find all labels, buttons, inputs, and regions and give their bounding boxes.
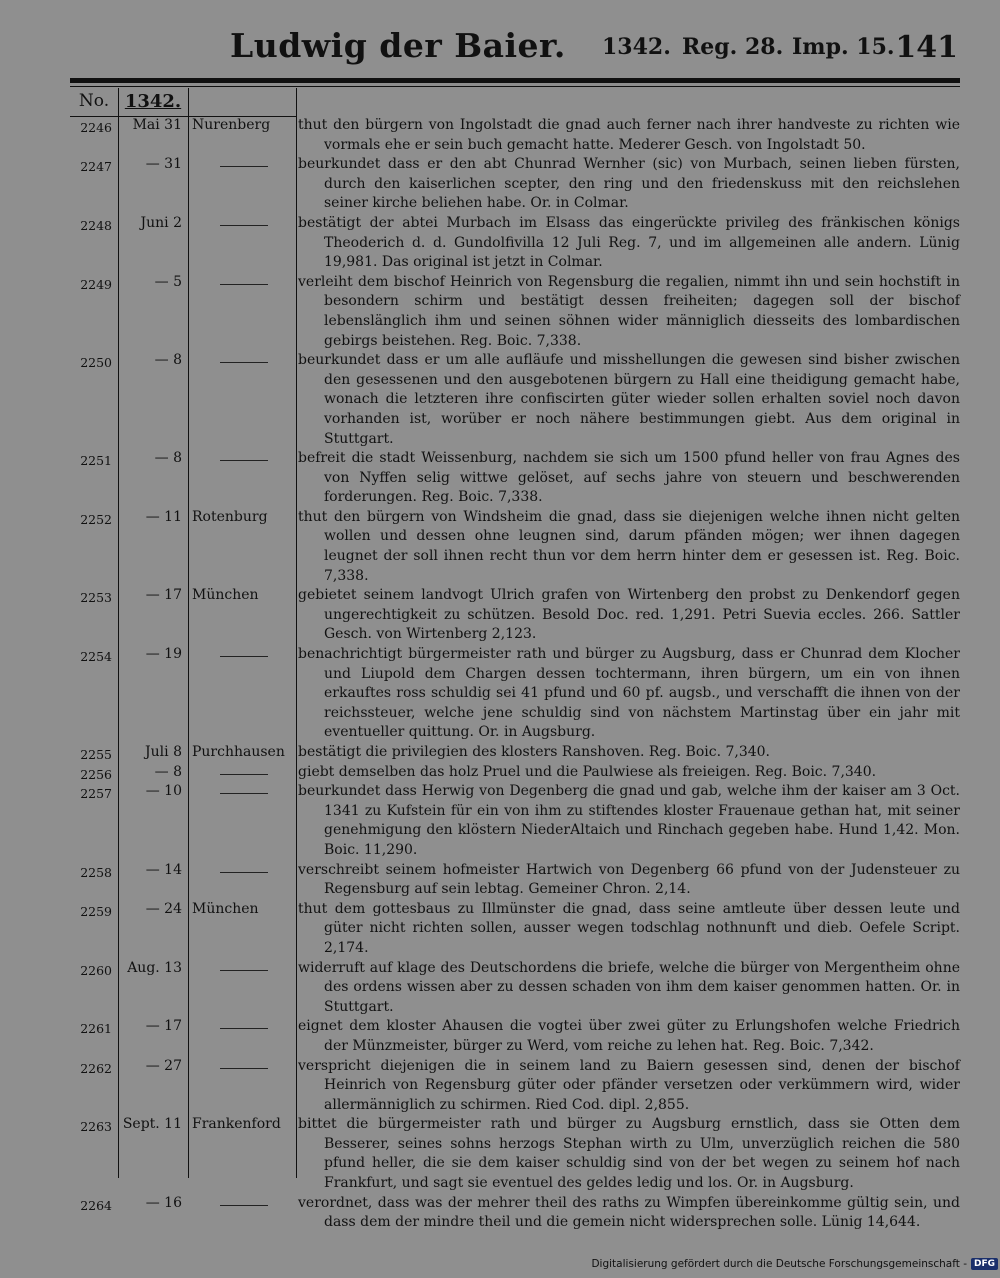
entry-text: bestätigt die privilegien des klosters Ranshoven. Reg. Boic. 7,340. (298, 744, 771, 760)
register-entry (70, 586, 960, 645)
page-header (70, 22, 958, 78)
table-header (70, 88, 960, 116)
running-year: 1342. (602, 34, 671, 60)
ditto-dash (220, 774, 268, 775)
entry-text: eignet dem kloster Ahausen die vogtei über zwei güter zu Erlungshofen welche Friedrich der Münzmeister, bürger zu Werd, vom reiche zu lehen hat. Reg. Boic. 7,342. (298, 1018, 960, 1054)
entry-place: München (192, 587, 259, 604)
dfg-logo-icon: DFG (971, 1258, 998, 1270)
running-title: Ludwig der Baier. (230, 26, 566, 65)
ditto-dash (220, 1028, 268, 1029)
entry-text: beurkundet dass Herwig von Degenberg die gnad und gab, welche ihm der kaiser am 3 Oct. 1341 zu Kufstein für ein von ihm zu stiftendes kloster Frauenaue gethan hat, mit seiner genehmigung den klöstern NiederAltaich und Rinchach gegeben habe. Hund 1,42. Mon. Boic. 11,290. (298, 783, 960, 858)
entry-place: München (192, 900, 259, 917)
ditto-dash (220, 460, 268, 461)
entry-date: — 11 (145, 508, 182, 525)
entry-number: 2260 (80, 962, 112, 978)
entry-date: — 8 (154, 763, 182, 780)
register-entry (70, 1194, 960, 1233)
entry-number: 2253 (80, 590, 112, 606)
entry-number: 2261 (80, 1021, 112, 1037)
entry-number: 2257 (80, 786, 112, 802)
ditto-dash (220, 1068, 268, 1069)
ditto-dash (220, 872, 268, 873)
footer-credit (591, 1258, 998, 1270)
entry-date: — 5 (154, 273, 182, 290)
header-rule-thin (70, 86, 960, 87)
entry-text: verschreibt seinem hofmeister Hartwich von Degenberg 66 pfund von der Judensteuer zu Regensburg auf sein lebtag. Gemeiner Chron. 2,14. (298, 861, 960, 898)
entry-number: 2259 (80, 903, 112, 919)
entry-date: — 14 (145, 861, 182, 878)
entry-date: — 16 (145, 1194, 182, 1211)
entry-number: 2248 (80, 217, 112, 233)
ditto-dash (220, 1205, 268, 1206)
entry-date: Juli 8 (145, 744, 182, 760)
ditto-dash (220, 362, 268, 363)
register-entry (70, 155, 960, 214)
entry-text: thut den bürgern von Windsheim die gnad, dass sie diejenigen welche ihnen nicht gelten wollen und dessen ohne leugnen sind, darum pfänden mögen; wer ihnen dagegen leugnet der soll ihnen recht thun vor dem herrn hinter dem er gesessen ist. Reg. Boic. 7,338. (298, 508, 960, 584)
register-entry (70, 782, 960, 860)
entry-number: 2254 (80, 649, 112, 665)
header-rule (70, 78, 960, 83)
entry-text: giebt demselben das holz Pruel und die Paulwiese als freieigen. Reg. Boic. 7,340. (298, 763, 877, 780)
column-header-number: No. (78, 91, 110, 111)
running-imp: Imp. 15. (792, 34, 895, 60)
register-entry (70, 763, 960, 783)
entry-date: — 17 (145, 1018, 182, 1035)
entry-number: 2249 (80, 276, 112, 292)
entry-text: beurkundet dass er den abt Chunrad Wernher (sic) von Murbach, seinen lieben fürsten, durch den kaiserlichen scepter, den ring und den friedenskuss mit den reichslehen seiner kirche beliehen habe. Or. in Colmar. (298, 156, 960, 212)
entry-date: Mai 31 (132, 117, 182, 133)
entry-number: 2264 (80, 1197, 112, 1213)
entry-place: Rotenburg (192, 508, 268, 525)
register-entry (70, 861, 960, 900)
entry-date: Aug. 13 (127, 959, 182, 976)
entry-number: 2252 (80, 511, 112, 527)
entry-text: thut den bürgern von Ingolstadt die gnad auch ferner nach ihrer handveste zu richten wie vormals ehe er sein buch gemacht hatte. Mederer Gesch. von Ingolstadt 50. (298, 117, 960, 153)
entry-text: thut dem gottesbaus zu Illmünster die gnad, dass seine amtleute über dessen leute und güter nicht richten sollen, ausser wegen todschlag nothnunft und dieb. Oefele Script. 2,174. (298, 900, 960, 956)
entry-date: — 10 (145, 783, 182, 800)
register-entry (70, 1017, 960, 1056)
entry-date: Juni 2 (140, 214, 182, 231)
register-entry (70, 959, 960, 1018)
entry-number: 2262 (80, 1060, 112, 1076)
entry-place: Frankenford (192, 1116, 281, 1133)
entry-text: verspricht diejenigen die in seinem land zu Baiern gesessen sind, denen der bischof Heinrich von Regensburg güter oder pfänder versetzen oder verkümmern wird, wider allermänniglich zu schirmen. Ried Cod. dipl. 2,855. (298, 1057, 960, 1113)
entry-date: Sept. 11 (122, 1116, 182, 1133)
running-reg: Reg. 28. (682, 34, 784, 60)
register-entry (70, 1057, 960, 1116)
ditto-dash (220, 166, 268, 167)
entry-number: 2247 (80, 159, 112, 175)
register-entry (70, 900, 960, 959)
register-entry (70, 273, 960, 351)
entry-number: 2246 (80, 120, 112, 135)
entry-number: 2251 (80, 453, 112, 469)
entry-text: verordnet, dass was der mehrer theil des raths zu Wimpfen übereinkomme gültig sein, und dass dem der mindre theil und die gemein nicht widersprechen solle. Lünig 14,644. (298, 1194, 960, 1231)
ditto-dash (220, 284, 268, 285)
register-entry (70, 743, 960, 763)
entry-number: 2255 (80, 747, 112, 762)
entry-text: befreit die stadt Weissenburg, nachdem sie sich um 1500 pfund heller von frau Agnes des von Nyffen selig wittwe gelöset, auf sechs jahre von steuern und beschwerenden forderungen. Reg. Boic. 7,338. (298, 450, 960, 506)
column-header-year: 1342. (124, 91, 182, 112)
entry-number: 2250 (80, 355, 112, 371)
entry-number: 2256 (80, 766, 112, 782)
entry-date: — 8 (154, 450, 182, 467)
entry-text: bestätigt der abtei Murbach im Elsass das eingerückte privileg des fränkischen königs Theoderich d. d. Gundolfivilla 12 Juli Reg. 7, und im allgemeinen alle andern. Lünig 19,981. Das original ist jetzt in Colmar. (298, 214, 960, 271)
register-entry (70, 214, 960, 273)
entry-date: — 24 (145, 900, 182, 917)
ditto-dash (220, 225, 268, 226)
register-entry (70, 116, 960, 155)
footer-text: Digitalisierung gefördert durch die Deutsche Forschungsgemeinschaft - (591, 1258, 967, 1270)
ditto-dash (220, 970, 268, 971)
register-entries (70, 116, 960, 1233)
register-entry (70, 449, 960, 508)
entry-date: — 19 (145, 646, 182, 663)
entry-place: Purchhausen (192, 744, 285, 760)
entry-date: — 17 (145, 587, 182, 604)
register-entry (70, 508, 960, 586)
entry-text: beurkundet dass er um alle aufläufe und misshellungen die gewesen sind bisher zwischen den gesessenen und den ausgebotenen bürgern zu Hall eine theidigung gemacht habe, wonach die letzteren ihre confiscirten güter wieder sollen erhalten soviel noch davon vorhanden ist, worüber er noch nähere bestimmungen giebt. Aus dem original in Stuttgart. (298, 352, 960, 447)
entry-date: — 8 (154, 352, 182, 369)
register-entry (70, 351, 960, 449)
entry-text: gebietet seinem landvogt Ulrich grafen von Wirtenberg den probst zu Denkendorf gegen ungerechtigkeit zu schützen. Besold Doc. red. 1,291. Petri Suevia eccles. 266. Sattler Gesch. von Wirtenberg 2,123. (298, 587, 960, 643)
ditto-dash (220, 656, 268, 657)
entry-number: 2263 (80, 1119, 112, 1135)
entry-date: — 31 (145, 156, 182, 173)
register-entry (70, 1115, 960, 1193)
register-entry (70, 645, 960, 743)
entry-date: — 27 (145, 1057, 182, 1074)
entry-number: 2258 (80, 864, 112, 880)
entry-place: Nurenberg (192, 117, 271, 133)
ditto-dash (220, 793, 268, 794)
entry-text: benachrichtigt bürgermeister rath und bürger zu Augsburg, dass er Chunrad dem Klocher und Liupold dem Chargen dessen tochtermann, ihren bürgern, um ein von ihnen erkauftes ross schuldig sei 41 pfund und 60 pf. augsb., und verschafft die ihnen von der reichssteuer, welche jene schuldig sind von nächstem Martinstag über ein jahr mit eventueller quittung. Or. in Augsburg. (298, 646, 960, 741)
entry-text: verleiht dem bischof Heinrich von Regensburg die regalien, nimmt ihn und sein hochstift in besondern schirm und bestätigt dessen freiheiten; dagegen soll der bischof lebenslänglich ihm und seinen söhnen wider männiglich diesseits des lombardischen gebirgs beistehen. Reg. Boic. 7,338. (298, 273, 960, 349)
entry-text: bittet die bürgermeister rath und bürger zu Augsburg ernstlich, dass sie Otten dem Besserer, seines sohns herzogs Stephan wirth zu Ulm, unverzüglich reichen die 580 pfund heller, die sie dem kaiser schuldig sind von der bet wegen zu seinem hof nach Frankfurt, und sagt sie eventuel des geldes ledig und los. Or. in Augsburg. (298, 1116, 960, 1192)
page-number: 141 (895, 30, 958, 65)
entry-text: widerruft auf klage des Deutschordens die briefe, welche die bürger von Mergentheim ohne des ordens wissen aber zu dessen schaden von ihm dem kaiser genommen hatten. Or. in Stuttgart. (298, 959, 960, 1015)
